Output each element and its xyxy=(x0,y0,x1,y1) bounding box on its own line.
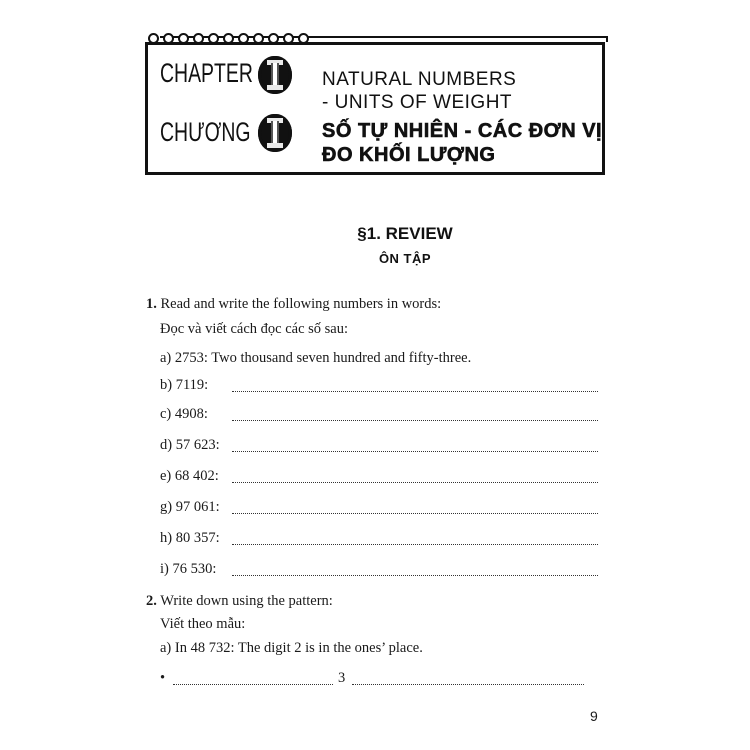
exercise-1-prompt xyxy=(146,296,441,313)
chapter-label-vi: CHƯƠNG xyxy=(160,117,251,147)
exercise-prompt-en: Read and write the following numbers in words: xyxy=(160,296,442,312)
binder-rings xyxy=(148,33,309,44)
binder-ring-icon xyxy=(163,33,174,44)
bullet-icon: • xyxy=(160,670,166,686)
exercise-2-prompt-vi: Viết theo mẫu: xyxy=(160,616,246,632)
exercise-number: 1. xyxy=(146,296,157,312)
binder-ring-icon xyxy=(223,33,234,44)
section-title-en: §1. REVIEW xyxy=(357,224,453,243)
binder-ring-icon xyxy=(298,33,309,44)
answer-blank-left[interactable] xyxy=(173,684,333,685)
chapter-title-en-line2: - UNITS OF WEIGHT xyxy=(322,92,513,113)
exercise-1-prompt-vi: Đọc và viết cách đọc các số sau: xyxy=(160,321,349,337)
binder-ring-icon xyxy=(253,33,264,44)
binder-ring-icon xyxy=(283,33,294,44)
exercise-1-item-a xyxy=(160,350,471,367)
item-label: b) 7119: xyxy=(160,377,209,393)
item-label: a) 2753: xyxy=(160,350,208,366)
exercise-2-prompt xyxy=(146,593,333,610)
answer-blank-right[interactable] xyxy=(352,684,584,685)
item-label: c) 4908: xyxy=(160,406,208,422)
chapter-title-en-line1: NATURAL NUMBERS xyxy=(322,69,517,90)
item-answer: Two thousand seven hundred and fifty-three. xyxy=(211,350,472,366)
item-label: e) 68 402: xyxy=(160,468,219,484)
exercise-number: 2. xyxy=(146,593,157,609)
binder-ring-icon xyxy=(238,33,249,44)
pattern-digit: 3 xyxy=(338,670,346,686)
exercise-prompt-en: Write down using the pattern: xyxy=(160,593,333,609)
answer-blank-d[interactable] xyxy=(232,451,598,452)
answer-blank-c[interactable] xyxy=(232,420,598,421)
page-number: 9 xyxy=(590,708,598,724)
item-label: i) 76 530: xyxy=(160,561,217,577)
item-label: d) 57 623: xyxy=(160,437,220,453)
chapter-label-en: CHAPTER xyxy=(160,58,253,88)
binder-ring-icon xyxy=(148,33,159,44)
chapter-title-vi-line1: SỐ TỰ NHIÊN - CÁC ĐƠN VỊ xyxy=(322,120,603,142)
answer-blank-g[interactable] xyxy=(232,513,598,514)
roman-numeral-badge xyxy=(258,114,292,152)
binder-ring-icon xyxy=(178,33,189,44)
answer-blank-h[interactable] xyxy=(232,544,598,545)
answer-blank-e[interactable] xyxy=(232,482,598,483)
answer-blank-i[interactable] xyxy=(232,575,598,576)
item-label: g) 97 061: xyxy=(160,499,220,515)
binder-ring-icon xyxy=(208,33,219,44)
exercise-2-example: a) In 48 732: The digit 2 is in the ones’ place. xyxy=(160,640,423,656)
answer-blank-b[interactable] xyxy=(232,391,598,392)
item-label: h) 80 357: xyxy=(160,530,220,546)
chapter-title-vi-line2: ĐO KHỐI LƯỢNG xyxy=(322,144,496,166)
section-title-vi: ÔN TẬP xyxy=(378,251,432,266)
binder-ring-icon xyxy=(193,33,204,44)
binder-ring-icon xyxy=(268,33,279,44)
roman-numeral-badge xyxy=(258,56,292,94)
